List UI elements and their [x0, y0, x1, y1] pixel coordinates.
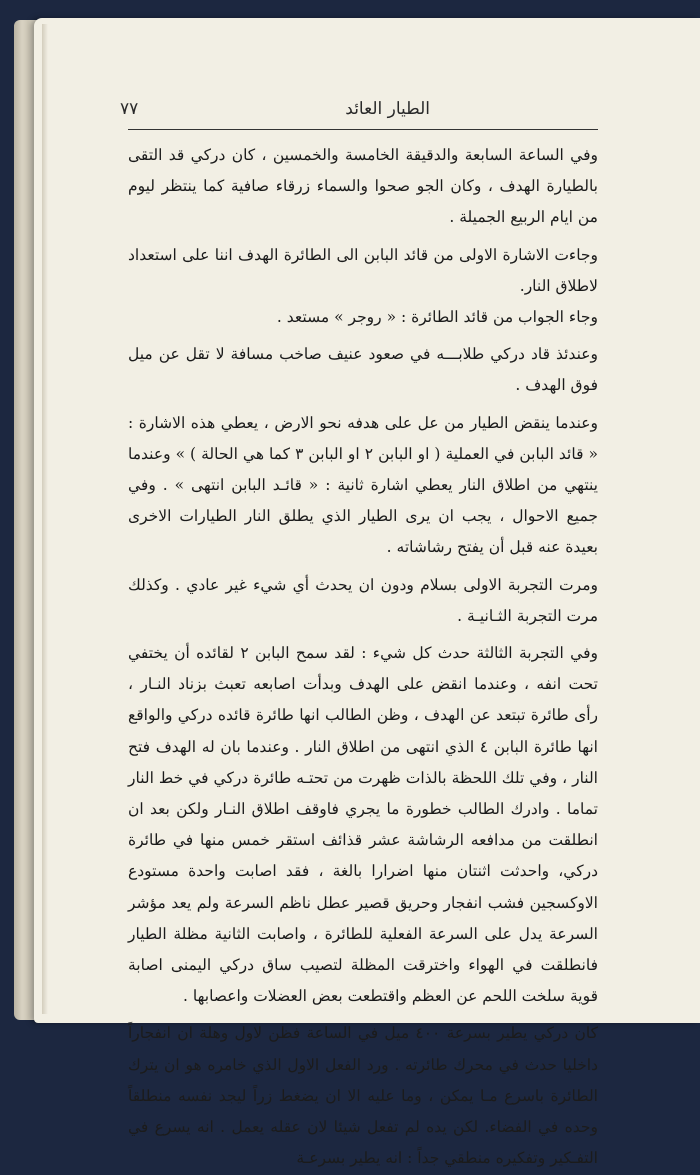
paragraph: وفي التجربة الثالثة حدث كل شيء : لقد سمح البابن ٢ لقائده أن يختفي تحت انفه ، وعندما انقض على الهدف وبدأت اصابعه تعبث بزناد النـار ، رأى طائرة تبتعد عن الهدف ، وظن الطالب انها طائرة قائده دركي والواقع انها طائرة البابن ٤ الذي انتهى من اطلاق النار . وعندما بان له الهدف فتح النار ، وفي تلك اللحظة بالذات ظهرت من تحتـه طائرة دركي في خط النار تماما . وادرك الطالب خطورة ما يجري فاوقف اطلاق النـار ولكن بعد ان انطلقت من مدافعه الرشاشة عشر قذائف استقر خمس منها في طائرة دركي، واحدثت اثنتان منها اضرارا بالغة ، فقد اصابت واحدة مستودع الاوكسجين فشب انفجار وحريق قصير عطل ناظم السرعة ولم يعد مؤشر السرعة يدل على السرعة الفعلية للطائرة ، واصابت الثانية مظلة الطيار فانطلقت في الهواء واخترقت المظلة لتصيب ساق دركي اليمنى اصابة قوية سلخت اللحم عن العظم واقتطعت بعض العضلات واعصابها . — [128, 644, 598, 1006]
paragraph: وفي الساعة السابعة والدقيقة الخامسة والخمسين ، كان دركي قد التقى بالطيارة الهدف ، وكان الجو صحوا والسماء زرقاء صافية كما ينتظر ليوم من ايام الربيع الجميلة . — [128, 146, 598, 227]
page-number: ٧٧ — [120, 99, 139, 119]
paragraph: وجاء الجواب من قائد الطائرة : « روجر » مستعد . — [276, 308, 598, 327]
header-rule — [128, 129, 598, 130]
paragraph: كان دركي يطير بسرعة ٤٠٠ ميل في الساعة فظن لاول وهلة ان انفجاراً داخليا حدث في محرك طائرته . ورد الفعل الاول الذي خامره هو ان يترك الطائرة باسرع مـا يمكن ، وما عليه الا ان يضغط زراً ليجد نفسه منطلقاً وحده في الفضاء. لكن يده لم تفعل شيئا لان عقله يعمل . انه يسرع في التفـكير وتفكيره منطقي جداً : انه يطير بسرعـة — [128, 1024, 598, 1168]
paragraph: وعندما ينقض الطيار من عل على هدفه نحو الارض ، يعطي هذه الاشارة : « قائد البابن في العملية ( او البابن ٢ او البابن ٣ كما هي الحالة ) » وعندما ينتهي من اطلاق النار يعطي اشارة ثانية : « قائـد البابن انتهى » . وفي جميع الاحوال ، يجب ان يرى الطيار الذي يطلق النار الطيارات الاخرى بعيدة عنه قبل أن يفتح رشاشاته . — [128, 413, 598, 557]
paragraph: وجاءت الاشارة الاولى من قائد البابن الى الطائرة الهدف اننا على استعداد لاطلاق النار. — [128, 245, 598, 295]
page-header — [120, 95, 600, 125]
paragraph: ومرت التجربة الاولى بسلام ودون ان يحدث أي شيء غير عادي . وكذلك مرت التجربة الثـانيـة . — [128, 575, 598, 625]
body-text — [128, 140, 598, 1175]
running-title: الطيار العائد — [345, 99, 430, 119]
paragraph: وعندئذ قاد دركي طلابـــه في صعود عنيف صاخب مسافة لا تقل عن ميل فوق الهدف . — [128, 345, 598, 395]
